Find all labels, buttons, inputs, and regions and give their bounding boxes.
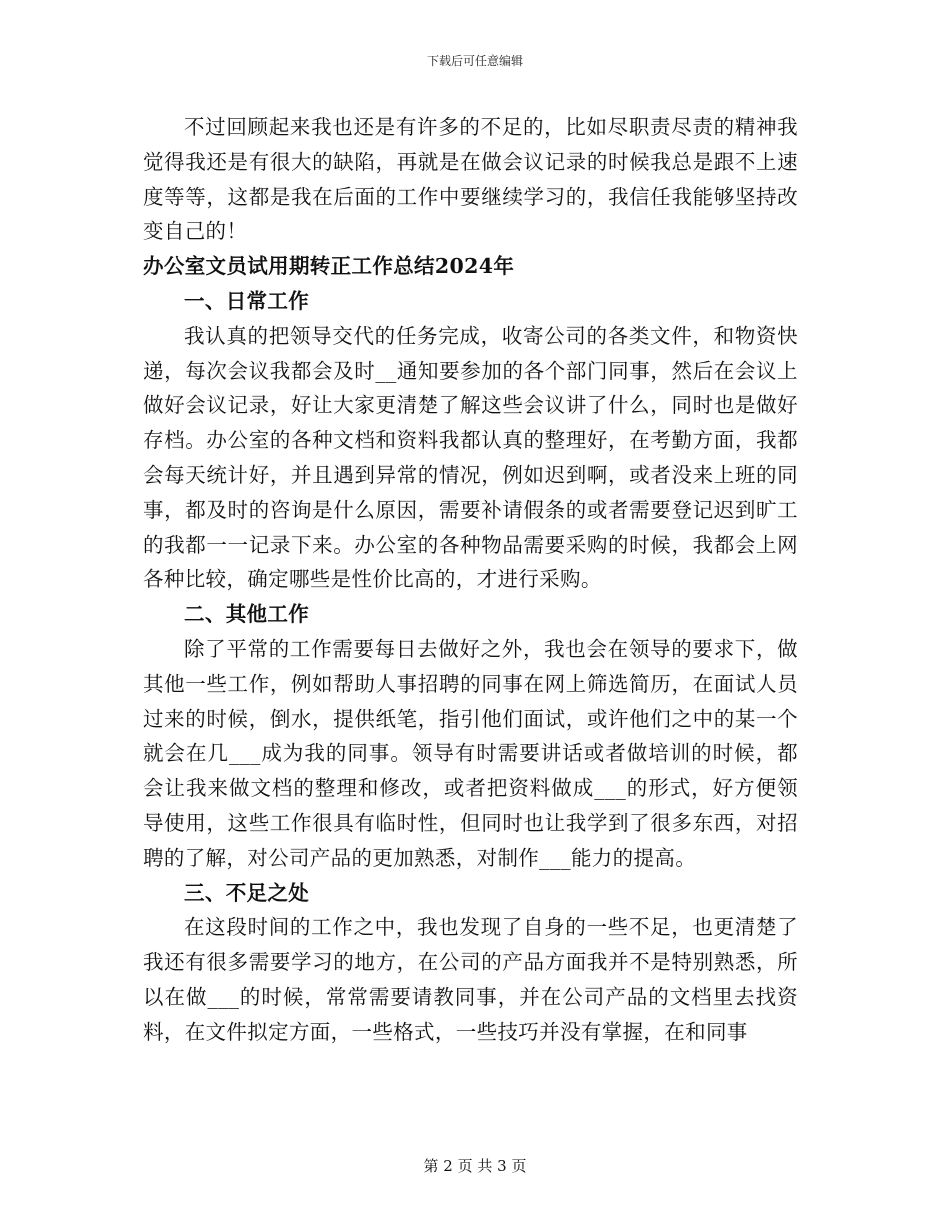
section-paragraph-daily-work: 我认真的把领导交代的任务完成，收寄公司的各类文件，和物资快递，每次会议我都会及时__通知要参加的各个部门同事，然后在会议上做好会议记录，好让大家更清楚了解这些会议讲了什么，同时也是做好存档。办公室的各种文档和资料我都认真的整理好，在考勤方面，我都会每天统计好，并且遇到异常的情况，例如迟到啊，或者没来上班的同事，都及时的咨询是什么原因，需要补请假条的或者需要登记迟到旷工的我都一一记录下来。办公室的各种物品需要采购的时候，我都会上网各种比较，确定哪些是性价比高的，才进行采购。	[143, 323, 798, 592]
page-number-footer: 第 2 页 共 3 页	[423, 1157, 527, 1175]
document-body	[143, 110, 798, 1050]
section-heading-daily-work: 一、日常工作	[184, 288, 310, 313]
section-heading-other-work: 二、其他工作	[184, 602, 310, 627]
document-title: 办公室文员试用期转正工作总结2024年	[143, 254, 515, 279]
section-heading-shortcomings: 三、不足之处	[184, 880, 310, 905]
section-paragraph-other-work: 除了平常的工作需要每日去做好之外，我也会在领导的要求下，做其他一些工作，例如帮助人事招聘的同事在网上筛选简历，在面试人员过来的时候，倒水，提供纸笔，指引他们面试，或许他们之中的某一个就会在几___成为我的同事。领导有时需要讲话或者做培训的时候，都会让我来做文档的整理和修改，或者把资料做成___的形式，好方便领导使用，这些工作很具有临时性，但同时也让我学到了很多东西，对招聘的了解，对公司产品的更加熟悉，对制作___能力的提高。	[143, 636, 798, 870]
page-header: 下载后可任意编辑	[426, 54, 523, 68]
intro-paragraph: 不过回顾起来我也还是有许多的不足的，比如尽职责尽责的精神我觉得我还是有很大的缺陷，再就是在做会议记录的时候我总是跟不上速度等等，这都是我在后面的工作中要继续学习的，我信任我能够坚持改变自己的！	[143, 115, 798, 244]
section-paragraph-shortcomings: 在这段时间的工作之中，我也发现了自身的一些不足，也更清楚了我还有很多需要学习的地方，在公司的产品方面我并不是特别熟悉，所以在做___的时候，常常需要请教同事，并在公司产品的文档里去找资料，在文件拟定方面，一些格式，一些技巧并没有掌握，在和同事	[143, 915, 798, 1044]
